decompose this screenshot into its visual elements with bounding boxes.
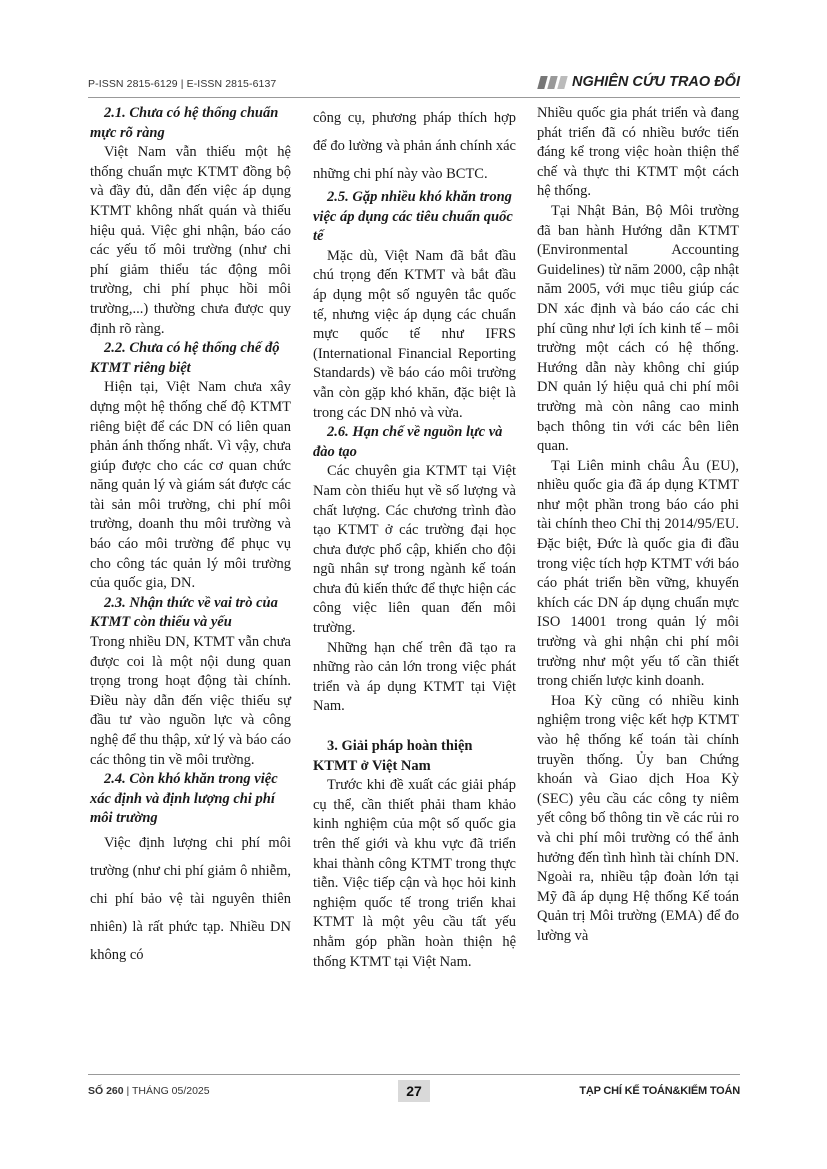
subheading: 2.2. Chưa có hệ thống chế độ KTMT riêng biệt (90, 340, 280, 376)
journal-name: TẠP CHÍ KẾ TOÁN&KIỂM TOÁN (579, 1085, 740, 1097)
issn-label: P-ISSN 2815-6129 | E-ISSN 2815-6137 (88, 78, 277, 90)
paragraph: Trước khi đề xuất các giải pháp cụ thể, cần thiết phải tham khảo kinh nghiệm của một số quốc gia trên thế giới và khu vực đã triển khai thành công KTMT trong thực tiễn. Việc tiếp cận và học hỏi kinh nghiệm quốc tế trong triển khai KTMT là một yêu cầu tất yếu nhằm góp phần hoàn thiện hệ thống KTMT tại Việt Nam. (313, 777, 516, 970)
paragraph: Việt Nam vẫn thiếu một hệ thống chuẩn mực KTMT đồng bộ và đầy đủ, dẫn đến việc áp dụng KTMT không nhất quán và thiếu hiệu quả. Việc ghi nhận, báo cáo các yếu tố môi trường (như chi phí giảm thiểu tác động môi trường, chi phí phục hồi môi trường,...) thường chưa được quy định rõ ràng. (90, 144, 291, 337)
paragraph: Các chuyên gia KTMT tại Việt Nam còn thiếu hụt về số lượng và chất lượng. Các chương trình đào tạo KTMT ở các trường đại học chưa được phổ cập, khiến cho đội ngũ nhân sự trong ngành kế toán chưa đủ kiến thức để thực hiện các công việc liên quan đến môi trường. (313, 463, 516, 637)
column-3 (537, 104, 739, 947)
section-heading: 3. Giải pháp hoàn thiện KTMT ở Việt Nam (313, 738, 473, 774)
paragraph: Nhiều quốc gia phát triển và đang phát triển đã có nhiều bước tiến đáng kể trong việc hoàn thiện thể chế và thực thi KTMT một cách hệ thống. (537, 105, 739, 200)
issue-info (88, 1085, 210, 1097)
page-number: 27 (398, 1080, 430, 1102)
paragraph: Trong nhiều DN, KTMT vẫn chưa được coi là một nội dung quan trọng trong hoạt động tài chính. Điều này dẫn đến việc thiếu sự đầu tư vào nguồn lực và công nghệ để thu thập, xử lý và báo cáo các thông tin về môi trường. (90, 634, 291, 768)
subheading: 2.3. Nhận thức về vai trò của KTMT còn thiếu và yếu (90, 594, 278, 631)
section-title (539, 74, 740, 90)
paragraph: Hoa Kỳ cũng có nhiều kinh nghiệm trong việc kết hợp KTMT vào hệ thống kế toán tài chính truyền thống. Ủy ban Chứng khoán và Giao dịch Hoa Kỳ (SEC) yêu cầu các công ty niêm yết công bố thông tin về các rủi ro và chi phí môi trường có thể ảnh hưởng đến tình hình tài chính DN. Ngoài ra, nhiều tập đoàn lớn tại Mỹ đã áp dụng Hệ thống Kế toán Quản trị Môi trường (EMA) để đo lường và (537, 692, 739, 944)
subheading: 2.4. Còn khó khăn trong việc xác định và định lượng chi phí môi trường (90, 771, 278, 827)
section-bars-icon (539, 76, 566, 89)
paragraph: Việc định lượng chi phí môi trường (như chi phí giảm ô nhiễm, chi phí bảo vệ tài nguyên thiên nhiên) là rất phức tạp. Nhiều DN không có (90, 834, 291, 963)
subheading: 2.5. Gặp nhiều khó khăn trong việc áp dụng các tiêu chuẩn quốc tế (313, 189, 513, 245)
header-rule (88, 97, 740, 98)
page-header (88, 76, 740, 96)
column-2 (313, 104, 516, 972)
paragraph: Mặc dù, Việt Nam đã bắt đầu chú trọng đến KTMT và bắt đầu áp dụng một số nguyên tắc quốc tế, nhưng việc áp dụng các chuẩn mực quốc tế như IFRS (International Financial Reporting Standards) về báo cáo môi trường vẫn còn gặp khó khăn, đặc biệt là trong các DN nhỏ và vừa. (313, 247, 516, 421)
footer-rule (88, 1074, 740, 1075)
paragraph: Tại Nhật Bản, Bộ Môi trường đã ban hành Hướng dẫn KTMT (Environmental Accounting Guidelines) từ năm 2000, cập nhật năm 2005, với mục tiêu giúp các DN xác định và báo cáo các chi phí cũng như lợi ích kinh tế – môi trường một cách có hệ thống. Hướng dẫn này không chỉ giúp DN quản lý hiệu quả chi phí môi trường mà còn nâng cao minh bạch thông tin với các bên liên quan. (537, 202, 739, 455)
column-1 (90, 104, 291, 969)
issue-date: | THÁNG 05/2025 (123, 1085, 210, 1097)
subheading: 2.1. Chưa có hệ thống chuẩn mực rõ ràng (90, 105, 279, 141)
paragraph: Hiện tại, Việt Nam chưa xây dựng một hệ thống chế độ KTMT riêng biệt để các DN có liên quan phản ánh thống nhất. Vì vậy, chưa giúp được cho các cơ quan chức năng quản lý và giám sát được các tài sản môi trường, chi phí môi trường, doanh thu môi trường và báo cáo môi trường để phục vụ cho công tác quản lý môi trường của quốc gia, DN. (90, 379, 291, 592)
paragraph: công cụ, phương pháp thích hợp để đo lường và phản ánh chính xác những chi phí này vào BCTC. (313, 110, 516, 182)
paragraph: Những hạn chế trên đã tạo ra những rào cản lớn trong việc phát triển và áp dụng KTMT tại Việt Nam. (313, 639, 516, 715)
spacer (313, 717, 516, 737)
subheading: 2.6. Hạn chế về nguồn lực và đào tạo (313, 424, 503, 460)
paragraph: Tại Liên minh châu Âu (EU), nhiều quốc gia đã áp dụng KTMT như một phần trong báo cáo phi tài chính theo Chỉ thị 2014/95/EU. Đặc biệt, Đức là quốc gia đi đầu trong việc tích hợp KTMT với báo cáo phát triển bền vững, khuyến khích các DN áp dụng chuẩn mực ISO 14001 trong quản lý môi trường và ghi nhận chi phí môi trường như một yếu tố cần thiết trong chiến lược kinh doanh. (537, 457, 739, 690)
section-label: NGHIÊN CỨU TRAO ĐỔI (571, 74, 740, 90)
issue-number: SỐ 260 (88, 1085, 124, 1097)
page-footer (88, 1080, 740, 1104)
